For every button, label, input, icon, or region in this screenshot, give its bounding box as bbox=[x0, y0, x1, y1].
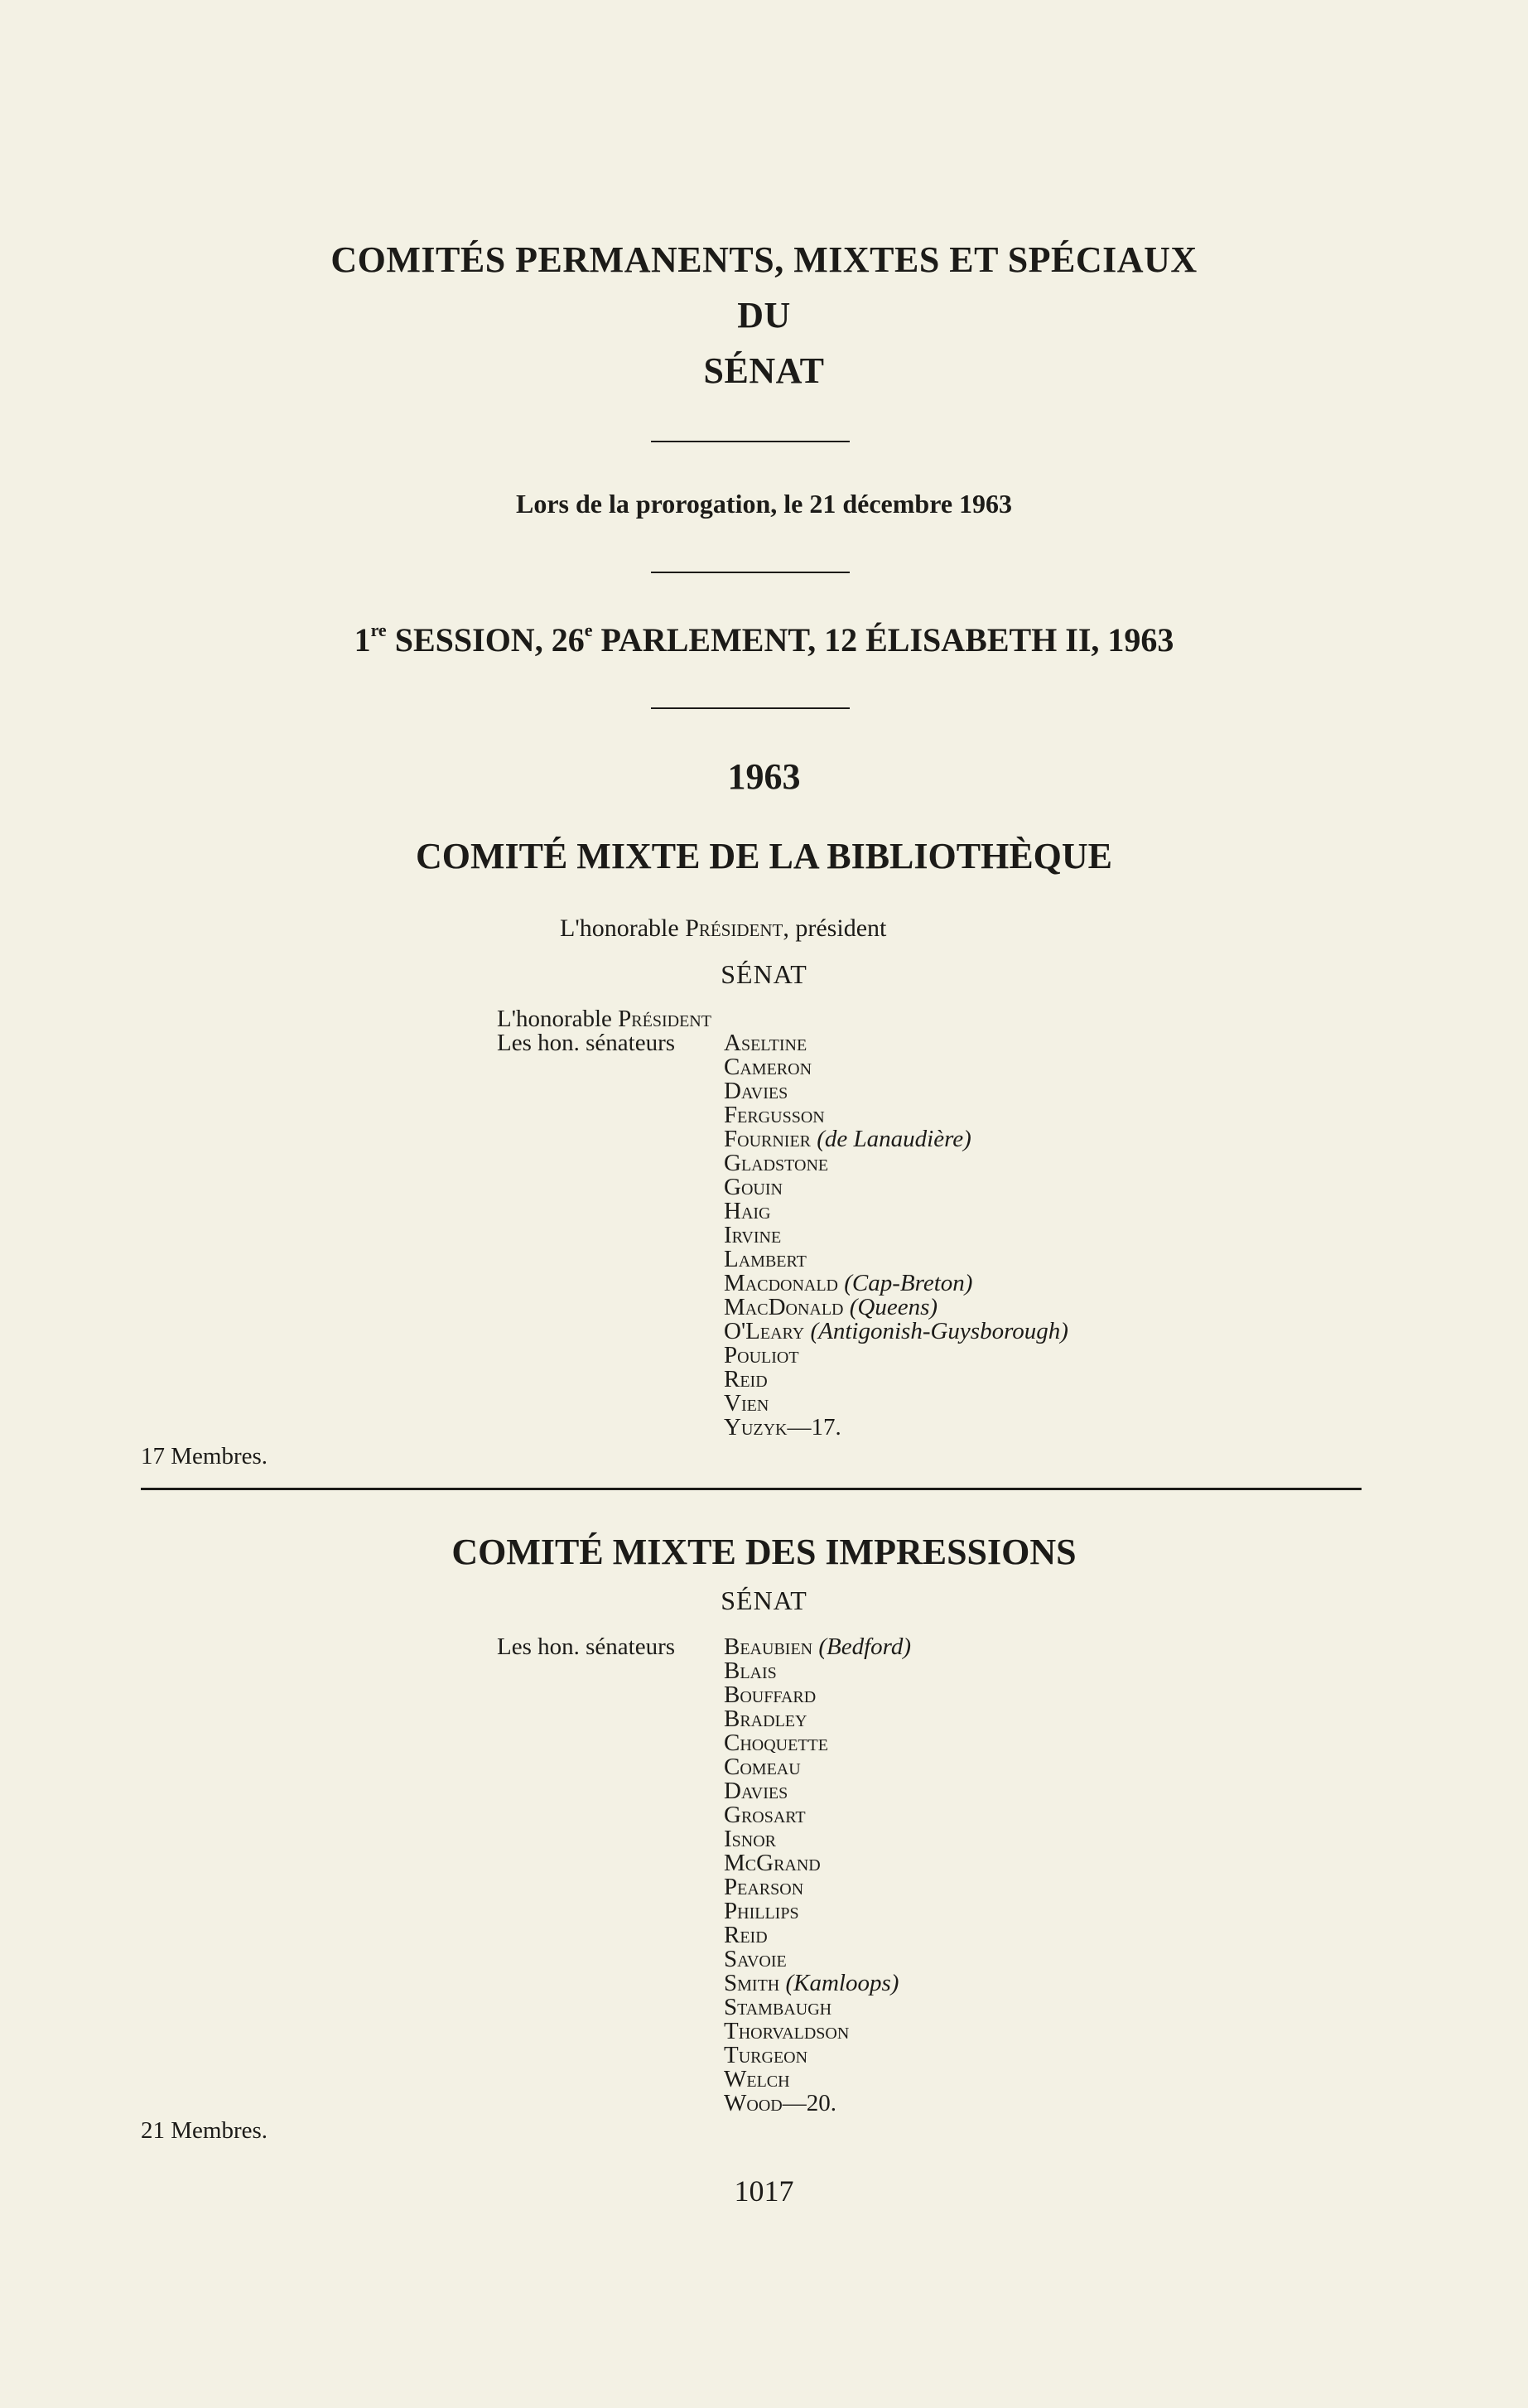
honorable-president-line: L'honorable Président bbox=[497, 1006, 711, 1032]
member-entry bbox=[724, 1995, 911, 2020]
member-name: Turgeon bbox=[724, 2042, 808, 2068]
parliament-superscript: e bbox=[584, 620, 593, 640]
member-name: Aseltine bbox=[724, 1030, 807, 1056]
document-title-line1: COMITÉS PERMANENTS, MIXTES ET SPÉCIAUX bbox=[330, 239, 1198, 280]
page-number: 1017 bbox=[734, 2174, 794, 2208]
member-name: Phillips bbox=[724, 1898, 799, 1924]
member-entry bbox=[724, 1272, 1068, 1296]
committee-title-bibliotheque: COMITÉ MIXTE DE LA BIBLIOTHÈQUE bbox=[415, 836, 1113, 876]
member-name: Davies bbox=[724, 1778, 788, 1804]
member-entry bbox=[724, 1151, 1068, 1175]
divider-rule bbox=[651, 572, 850, 573]
member-entry bbox=[724, 2020, 911, 2044]
member-entry bbox=[724, 2068, 911, 2092]
senate-heading: SÉNAT bbox=[721, 1585, 807, 1615]
member-entry bbox=[724, 2044, 911, 2068]
member-entry bbox=[724, 1971, 911, 1995]
member-name: Stambaugh bbox=[724, 1994, 832, 2020]
senators-label: Les hon. sénateurs bbox=[497, 1633, 676, 1660]
member-name: Reid bbox=[724, 1366, 768, 1392]
member-name: Gladstone bbox=[724, 1150, 829, 1176]
member-name: Lambert bbox=[724, 1246, 807, 1272]
member-name: Choquette bbox=[724, 1730, 828, 1756]
member-count: 21 Membres. bbox=[141, 2117, 268, 2144]
member-entry bbox=[724, 1659, 911, 1683]
member-name: Vien bbox=[724, 1390, 769, 1416]
member-entry bbox=[724, 1707, 911, 1731]
member-name: Fournier bbox=[724, 1126, 812, 1152]
member-riding: (Kamloops) bbox=[785, 1970, 899, 1996]
session-number: 1 bbox=[354, 621, 371, 659]
member-riding: (Antigonish-Guysborough) bbox=[810, 1318, 1068, 1344]
member-name: Irvine bbox=[724, 1222, 782, 1248]
member-name: Bouffard bbox=[724, 1682, 817, 1708]
member-name: Thorvaldson bbox=[724, 2018, 850, 2044]
member-entry bbox=[724, 1947, 911, 1971]
member-name: MacDonald bbox=[724, 1294, 844, 1320]
member-name: Bradley bbox=[724, 1706, 807, 1732]
member-riding: (Cap-Breton) bbox=[844, 1270, 973, 1296]
member-entry bbox=[724, 1103, 1068, 1127]
member-entry bbox=[724, 2092, 911, 2116]
session-text: SESSION, 26 bbox=[386, 621, 585, 659]
member-entry bbox=[724, 1223, 1068, 1247]
member-entry bbox=[724, 1175, 1068, 1199]
member-name: Grosart bbox=[724, 1802, 806, 1828]
member-entry bbox=[724, 1635, 911, 1659]
member-name: Davies bbox=[724, 1078, 788, 1104]
member-name: Pouliot bbox=[724, 1342, 799, 1368]
member-riding: (Bedford) bbox=[818, 1633, 912, 1660]
parliament-text: PARLEMENT, 12 ÉLISABETH II, 1963 bbox=[592, 621, 1174, 659]
member-entry bbox=[724, 1199, 1068, 1223]
member-entry bbox=[724, 1899, 911, 1923]
document-title-line3: SÉNAT bbox=[703, 350, 825, 391]
prorogation-subtitle: Lors de la prorogation, le 21 décembre 1963 bbox=[515, 489, 1013, 519]
chair-name: Président bbox=[685, 914, 783, 942]
member-name: Pearson bbox=[724, 1874, 804, 1900]
member-list-impressions bbox=[724, 1635, 911, 2116]
senators-label: Les hon. sénateurs bbox=[497, 1030, 676, 1056]
member-name: Haig bbox=[724, 1198, 771, 1224]
member-name: Beaubien bbox=[724, 1633, 813, 1660]
member-name: Cameron bbox=[724, 1054, 812, 1080]
member-name: Fergusson bbox=[724, 1102, 825, 1128]
member-riding: (de Lanaudière) bbox=[817, 1126, 971, 1152]
member-name: McGrand bbox=[724, 1850, 821, 1876]
member-entry bbox=[724, 1731, 911, 1755]
member-entry bbox=[724, 1827, 911, 1851]
member-entry bbox=[724, 1247, 1068, 1272]
member-name: O'Leary bbox=[724, 1318, 805, 1344]
committee-chair-line: L'honorable Président, président bbox=[560, 914, 887, 942]
member-entry bbox=[724, 1779, 911, 1803]
member-entry bbox=[724, 1055, 1068, 1079]
divider-rule bbox=[651, 707, 850, 709]
member-entry bbox=[724, 1368, 1068, 1392]
member-entry bbox=[724, 1923, 911, 1947]
member-entry bbox=[724, 1296, 1068, 1320]
member-name: Comeau bbox=[724, 1754, 801, 1780]
member-entry bbox=[724, 1127, 1068, 1151]
member-entry bbox=[724, 1755, 911, 1779]
member-list-bibliotheque bbox=[724, 1031, 1068, 1440]
year-heading: 1963 bbox=[727, 756, 801, 797]
member-name: Macdonald bbox=[724, 1270, 839, 1296]
member-entry bbox=[724, 1079, 1068, 1103]
member-name: Welch bbox=[724, 2066, 790, 2092]
member-entry bbox=[724, 1803, 911, 1827]
member-entry bbox=[724, 1392, 1068, 1416]
session-line bbox=[0, 620, 1528, 659]
member-entry bbox=[724, 1031, 1068, 1055]
member-entry bbox=[724, 1875, 911, 1899]
divider-rule bbox=[651, 441, 850, 442]
senate-heading: SÉNAT bbox=[721, 959, 807, 989]
member-name: Gouin bbox=[724, 1174, 783, 1200]
section-separator bbox=[141, 1488, 1362, 1490]
committee-title-impressions: COMITÉ MIXTE DES IMPRESSIONS bbox=[451, 1532, 1077, 1572]
member-name: Blais bbox=[724, 1658, 777, 1684]
member-entry bbox=[724, 1416, 1068, 1440]
document-title-line2: DU bbox=[737, 295, 791, 335]
member-entry bbox=[724, 1683, 911, 1707]
member-count: 17 Membres. bbox=[141, 1443, 268, 1469]
member-name: Smith bbox=[724, 1970, 780, 1996]
member-name: Savoie bbox=[724, 1946, 787, 1972]
member-name: Reid bbox=[724, 1922, 768, 1948]
session-superscript: re bbox=[370, 620, 387, 640]
member-name: Isnor bbox=[724, 1826, 777, 1852]
member-name: Yuzyk—17. bbox=[724, 1414, 841, 1440]
member-name: Wood—20. bbox=[724, 2090, 836, 2116]
member-entry bbox=[724, 1344, 1068, 1368]
member-entry bbox=[724, 1320, 1068, 1344]
member-entry bbox=[724, 1851, 911, 1875]
member-riding: (Queens) bbox=[849, 1294, 938, 1320]
